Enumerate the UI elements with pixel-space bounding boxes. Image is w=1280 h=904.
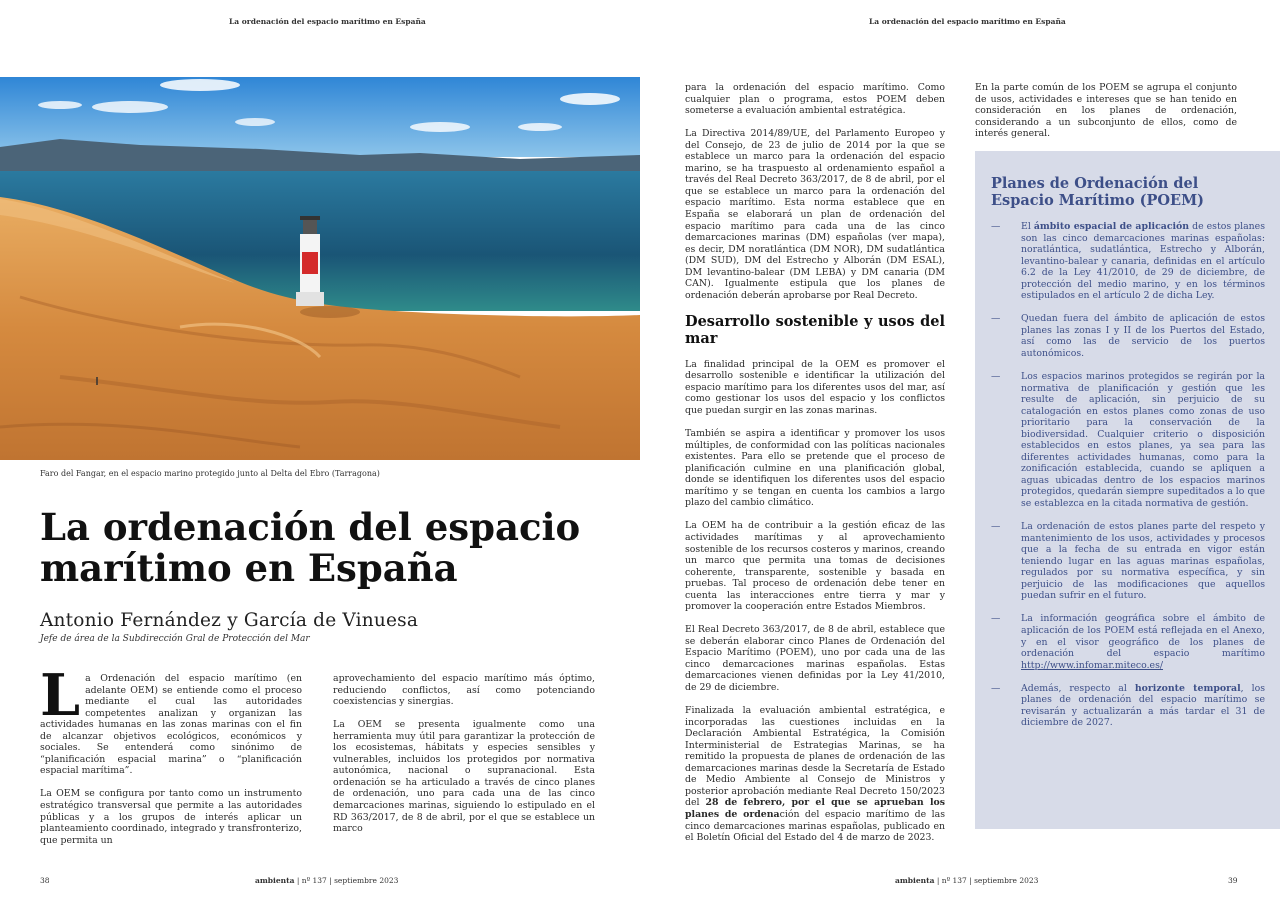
col3-para-6: El Real Decreto 363/2017, de 8 de abril, establece que se deberán elaborar cinco Planes de Ordenación del Espacio Marítimo (POEM), uno por cada una de las cinco demarcaciones marinas españolas. Estas demarcaciones vienen definidas por la Ley 41/2010, de 29 de diciembre. <box>685 624 945 694</box>
magazine-name-right: ambienta <box>895 876 935 885</box>
page-number-right: 39 <box>1228 876 1238 885</box>
magazine-name: ambienta <box>255 876 295 885</box>
infomar-link[interactable]: http://www.infomar.miteco.es/ <box>1021 659 1164 671</box>
box-item: — La ordenación de estos planes parte del respeto y mantenimiento de los usos, actividades y procesos que a la fecha de su entrada en vigor están teniendo lugar en las aguas marinas españolas, regulados por su normativa específica, y sin perjuicio de las modificaciones que aquellos puedan sufrir en el futuro. <box>991 521 1265 602</box>
box-list <box>991 221 1265 740</box>
column-2 <box>333 673 595 846</box>
box-title: Planes de Ordenación del Espacio Marítimo (POEM) <box>991 175 1205 209</box>
decree-date-bold: 28 de febrero, por el que se aprueban los planes de ordena <box>685 797 945 820</box>
box-item: — Quedan fuera del ámbito de aplicación de estos planes las zonas I y II de los Puertos del Estado, así como las de servicio de los puertos autonómicos. <box>991 313 1265 359</box>
col3-para-5: La OEM ha de contribuir a la gestión eficaz de las actividades marítimas y al aprovechamiento sostenible de los recursos costeros y marinos, creando un marco que permita una tomas de decisiones coherente, transparente, sostenible y basada en pruebas. Tal proceso de ordenación debe tener en cuenta las interacciones entre tierra y mar y promover la cooperación entre Estados Miembros. <box>685 520 945 613</box>
column-4 <box>975 82 1237 151</box>
photo-caption: Faro del Fangar, en el espacio marino protegido junto al Delta del Ebro (Tarragona) <box>40 469 380 478</box>
col3-para-1: para la ordenación del espacio marítimo. Como cualquier plan o programa, estos POEM deben someterse a evaluación ambiental estratégica. <box>685 82 945 117</box>
drop-cap: L <box>40 662 81 729</box>
box-item: — La información geográfica sobre el ámbito de aplicación de los POEM está reflejada en el Anexo, y en el visor geográfico de los planes de ordenación del espacio marítimo http://www.infomar.miteco.es/ <box>991 613 1265 671</box>
issue-info: | nº 137 | septiembre 2023 <box>294 876 399 885</box>
col2-para-1: aprovechamiento del espacio marítimo más óptimo, reduciendo conflictos, así como potenciando coexistencias y sinergias. <box>333 673 595 708</box>
running-head-right: La ordenación del espacio marítimo en España <box>869 17 1066 26</box>
issue-info-right: | nº 137 | septiembre 2023 <box>934 876 1039 885</box>
col4-para-1: En la parte común de los POEM se agrupa el conjunto de usos, actividades e intereses que se han tenido en consideración en los planes de ordenación, considerando a un subconjunto de ellos, como de interés general. <box>975 82 1237 140</box>
col1-para-1: a Ordenación del espacio marítimo (en adelante OEM) se entiende como el proceso mediante el cual las autoridades competentes analizan y organizan las actividades humanas en las zonas marinas con el fin de alcanzar objetivos ecológicos, económicos y sociales. Se entenderá como sinónimo de “planificación espacial marina” o “planificación espacial marítima”. <box>40 673 302 777</box>
col1-para-2: La OEM se configura por tanto como un instrumento estratégico transversal que permite a las autoridades públicas y a los grupos de interés aplicar un planteamiento coordinado, integrado y transfronterizo, que permita un <box>40 788 302 846</box>
footer-left <box>255 876 398 885</box>
col2-para-2: La OEM se presenta igualmente como una herramienta muy útil para garantizar la protección de los ecosistemas, hábitats y especies sensibles y vulnerables, incluidos los protegidos por normativa autonómica, nacional o supranacional. Esta ordenación se ha articulado a través de cinco planes de ordenación, uno para cada una de las cinco demarcaciones marinas, siguiendo lo estipulado en el RD 363/2017, de 8 de abril, por el que se establece un marco <box>333 719 595 835</box>
poem-sidebar-box <box>975 151 1280 829</box>
article-title: La ordenación del espacio marítimo en España <box>40 505 581 590</box>
box-item: — Además, respecto al horizonte temporal, los planes de ordenación del espacio marítimo se revisarán y actualizarán a más tardar el 31 de diciembre de 2027. <box>991 682 1265 729</box>
author-role: Jefe de área de la Subdirección Gral de Protección del Mar <box>40 634 310 644</box>
box-item: — Los espacios marinos protegidos se regirán por la normativa de planificación y gestión que les resulte de aplicación, sin perjuicio de su catalogación en estos planes como zonas de uso prioritario para la conservación de la biodiversidad. Cualquier criterio o disposición establecidos en estos planes, ya sea para las diferentes actividades humanas, como para la zonificación establecida, cuando se apliquen a aguas ubicadas dentro de los espacios marinos protegidos, quedarán siempre supeditados a lo que se establezca en la citada normativa de gestión. <box>991 371 1265 510</box>
column-3 <box>685 82 945 855</box>
section-heading: Desarrollo sostenible y usos del mar <box>685 312 945 348</box>
column-1 <box>40 662 302 858</box>
lighthouse-photo <box>0 77 640 460</box>
page-number-left: 38 <box>40 876 50 885</box>
author-name: Antonio Fernández y García de Vinuesa <box>40 610 419 631</box>
col3-para-2: La Directiva 2014/89/UE, del Parlamento Europeo y del Consejo, de 23 de julio de 2014 por la que se establece un marco para la ordenación del espacio marino, se ha traspuesto al ordenamiento español a través del Real Decreto 363/2017, de 8 de abril, por el que se establece un marco para la ordenación del espacio marítimo. Esta norma establece que en España se elaborará un plan de ordenación del espacio marítimo para cada una de las cinco demarcaciones marinas (DM) españolas (ver mapa), es decir, DM noratlántica (DM NOR), DM sudatlántica (DM SUD), DM del Estrecho y Alborán (DM ESAL), DM levantino-balear (DM LEBA) y DM canaria (DM CAN). Igualmente estipula que los planes de ordenación deberán aprobarse por Real Decreto. <box>685 128 945 301</box>
running-head-left: La ordenación del espacio marítimo en España <box>229 17 426 26</box>
col3-para-3: La finalidad principal de la OEM es promover el desarrollo sostenible e identificar la utilización del espacio marítimo para los diferentes usos del mar, así como gestionar los usos del espacio y los conflictos que puedan surgir en las zonas marinas. <box>685 358 945 417</box>
col3-para-4: También se aspira a identificar y promover los usos múltiples, de conformidad con las políticas nacionales existentes. Para ello se pretende que el proceso de planificación culmine en una planificación global, donde se identifiquen los diferentes usos del espacio marítimo y se tengan en cuenta los cambios a largo plazo del cambio climático. <box>685 428 945 509</box>
box-item: — El ámbito espacial de aplicación de estos planes son las cinco demarcaciones marinas españolas: noratlántica, sudatlántica, Estrecho y Alborán, levantino-balear y canaria, definidas en el artículo 6.2 de la Ley 41/2010, de 29 de diciembre, de protección del medio marino, y en los términos estipulados en el artículo 2 de dicha Ley. <box>991 221 1266 302</box>
col3-para-7: Finalizada la evaluación ambiental estratégica, e incorporadas las cuestiones incluidas en la Declaración Ambiental Estratégica, la Comisión Interministerial de Estrategias Marinas, se ha remitido la propuesta de planes de ordenación de las demarcaciones marinas desde la Secretaría de Estado de Medio Ambiente al Consejo de Ministros y posterior aprobación mediante Real Decreto 150/2023 del 28 de febrero, por el que se aprueban los planes de ordenación del espacio marítimo de las cinco demarcaciones marinas españolas, publicado en el Boletín Oficial del Estado del 4 de marzo de 2023. <box>685 705 945 844</box>
footer-right <box>895 876 1038 885</box>
